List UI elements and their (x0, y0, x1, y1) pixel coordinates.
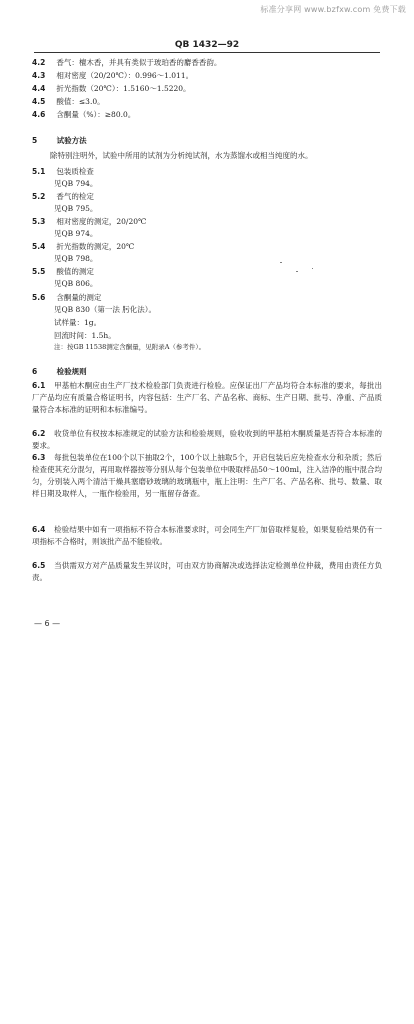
item-number: 5.3 (32, 217, 46, 226)
item-title: 含酮量的测定 (56, 293, 102, 302)
para-text: 检验结果中如有一项指标不符合本标准要求时，可会同生产厂加倍取样复验，如果复验结果仍有一项指标不合格时，则该批产品不能验收。 (32, 525, 382, 546)
item-5-6 (32, 293, 101, 302)
item-5-6-note: 注：按GB 11538测定含酮量，见附录A（参考件）。 (54, 343, 206, 351)
item-5-2-ref: 见QB 795。 (54, 204, 98, 213)
item-title: 包装质检查 (56, 167, 94, 176)
item-text: 香气：檀木香，并具有类似于玻珀香的麝香香韵。 (56, 58, 222, 67)
item-text: 相对密度（20/20℃）：0.996～1.011。 (56, 71, 194, 80)
section-title: 检验规则 (56, 367, 87, 376)
section-5-intro: 除特别注明外，试验中所用的试剂为分析纯试剂，水为蒸馏水或相当纯度的水。 (50, 151, 313, 160)
scan-speck (280, 262, 282, 263)
item-5-4 (32, 242, 134, 251)
item-5-1 (32, 167, 94, 176)
item-number: 5.4 (32, 242, 46, 251)
section-5-heading (32, 136, 87, 145)
para-text: 每批包装单位在100个以下抽取2个，100个以上抽取5个，开启包装后应先检查水分和杂质；然后检查使其充分混匀，再用取样器按等分别从每个包装单位中吸取样品50～100ml，注入洁净的瓶中混合均匀，分别装入两个清洁干燥具塞磨砂玻璃的玻璃瓶中，瓶上注明：生产厂名、产品名称、批号、数量、取样日期及取样人，一瓶作检验用，另一瓶留存备查。 (32, 453, 382, 498)
para-number: 6.3 (32, 453, 46, 462)
para-6-3 (32, 452, 382, 500)
item-5-5-ref: 见QB 806。 (54, 279, 98, 288)
item-text: 酸值：≤3.0。 (56, 97, 105, 106)
para-6-2 (32, 428, 382, 452)
item-5-6-ref: 见QB 830（第一法 肟化法）。 (54, 305, 156, 314)
item-4-2 (32, 58, 221, 67)
item-number: 5.6 (32, 293, 46, 302)
item-title: 酸值的测定 (56, 267, 94, 276)
item-5-3-ref: 见QB 974。 (54, 229, 98, 238)
item-title: 折光指数的测定，20℃ (56, 242, 135, 251)
item-5-2 (32, 192, 94, 201)
header-rule (34, 52, 380, 53)
item-number: 5.2 (32, 192, 46, 201)
item-4-4 (32, 84, 191, 93)
item-4-3 (32, 71, 193, 80)
item-number: 5.5 (32, 267, 46, 276)
item-number: 4.6 (32, 110, 46, 119)
item-5-6-reflux: 回流时间：1.5h。 (54, 331, 116, 340)
page-header: QB 1432—92 (174, 40, 240, 50)
para-number: 6.1 (32, 381, 46, 390)
para-number: 6.2 (32, 429, 46, 438)
item-number: 4.5 (32, 97, 46, 106)
item-title: 相对密度的测定，20/20℃ (56, 217, 147, 226)
para-number: 6.4 (32, 525, 46, 534)
page-number: — 6 — (34, 619, 61, 628)
watermark: 标准分享网 www.bzfxw.com 免费下载 (260, 5, 406, 14)
section-title: 试验方法 (56, 136, 87, 145)
item-title: 香气的检定 (56, 192, 94, 201)
item-number: 5.1 (32, 167, 46, 176)
item-5-6-sample: 试样量：1g。 (54, 318, 102, 327)
para-text: 收货单位有权按本标准规定的试验方法和检验规则，验收收到的甲基柏木酮质量是否符合本标准的要求。 (32, 429, 382, 450)
para-6-1 (32, 380, 382, 416)
item-4-5 (32, 97, 105, 106)
para-text: 甲基柏木酮应由生产厂技术检验部门负责进行检验。应保证出厂产品均符合本标准的要求，每批出厂产品均应有质量合格证明书，内容包括：生产厂名、产品名称、商标、生产日期、批号、净重、产品质量符合本标准的证明和本标准编号。 (32, 381, 382, 414)
section-number: 6 (32, 367, 38, 376)
item-5-1-ref: 见QB 794。 (54, 179, 98, 188)
item-number: 4.4 (32, 84, 46, 93)
para-6-5 (32, 560, 382, 584)
section-number: 5 (32, 136, 38, 145)
item-number: 4.2 (32, 58, 46, 67)
scan-speck (296, 271, 298, 272)
scan-speck (312, 268, 313, 269)
item-text: 含酮量（%）：≥80.0。 (56, 110, 136, 119)
para-number: 6.5 (32, 561, 46, 570)
item-5-5 (32, 267, 94, 276)
item-text: 折光指数（20℃）：1.5160～1.5220。 (56, 84, 191, 93)
item-number: 4.3 (32, 71, 46, 80)
para-6-4 (32, 524, 382, 548)
item-5-3 (32, 217, 146, 226)
section-6-heading (32, 367, 87, 376)
para-text: 当供需双方对产品质量发生异议时，可由双方协商解决或选择法定检测单位仲裁，费用由责任方负责。 (32, 561, 382, 582)
item-5-4-ref: 见QB 798。 (54, 254, 98, 263)
item-4-6 (32, 110, 135, 119)
